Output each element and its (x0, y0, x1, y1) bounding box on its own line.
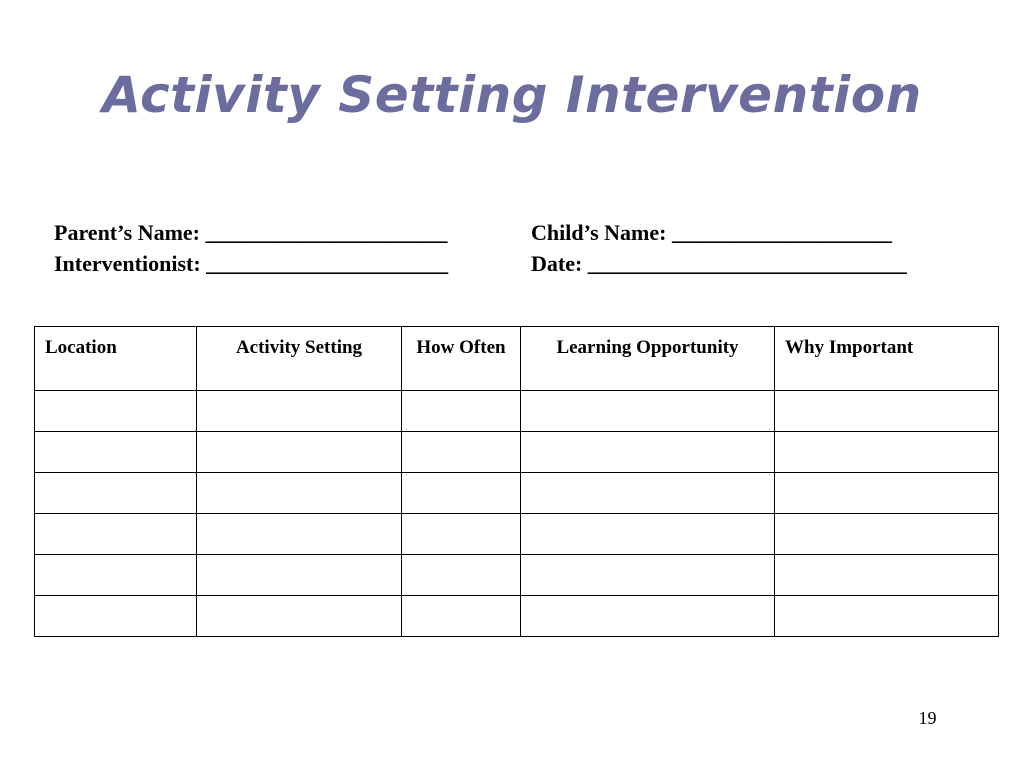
table-cell (197, 514, 402, 555)
interventionist-field: Interventionist: ______________________ (54, 251, 449, 276)
table-cell (775, 432, 999, 473)
table-cell (521, 555, 775, 596)
table-cell (35, 391, 197, 432)
table-cell (35, 473, 197, 514)
table-header-row (35, 327, 999, 391)
table-cell (775, 473, 999, 514)
table-cell (521, 473, 775, 514)
table-cell (197, 473, 402, 514)
activity-setting-table (34, 326, 999, 637)
header-location-label: Location (45, 337, 117, 358)
table-row (35, 391, 999, 432)
table-cell (775, 514, 999, 555)
table-cell (197, 555, 402, 596)
table-cell (35, 432, 197, 473)
table-cell (402, 514, 521, 555)
header-learning-opportunity: Learning Opportunity (521, 327, 775, 391)
table-cell (775, 391, 999, 432)
table-cell (775, 596, 999, 637)
table-cell (402, 432, 521, 473)
page-number: 19 (918, 708, 937, 728)
date-field: Date: _____________________________ (531, 251, 907, 276)
header-why-important (775, 327, 999, 391)
table-cell (197, 391, 402, 432)
table-row (35, 514, 999, 555)
table-cell (775, 555, 999, 596)
table-cell (521, 596, 775, 637)
table-cell (521, 432, 775, 473)
table-cell (197, 596, 402, 637)
table-row (35, 596, 999, 637)
slide-title: Activity Setting Intervention (102, 66, 922, 124)
table-cell (197, 432, 402, 473)
table-cell (35, 596, 197, 637)
table-cell (521, 391, 775, 432)
table-cell (402, 473, 521, 514)
table-cell (521, 514, 775, 555)
table-cell (402, 391, 521, 432)
parents-name-field: Parent’s Name: ______________________ (54, 220, 448, 245)
table-cell (35, 514, 197, 555)
table-row (35, 473, 999, 514)
table-cell (402, 596, 521, 637)
header-why-important-label: Why Important (785, 337, 914, 358)
header-how-often: How Often (402, 327, 521, 391)
table-row (35, 555, 999, 596)
header-activity-setting: Activity Setting (197, 327, 402, 391)
table-cell (35, 555, 197, 596)
table-row (35, 432, 999, 473)
header-location (35, 327, 197, 391)
childs-name-field: Child’s Name: ____________________ (531, 220, 892, 245)
table-cell (402, 555, 521, 596)
